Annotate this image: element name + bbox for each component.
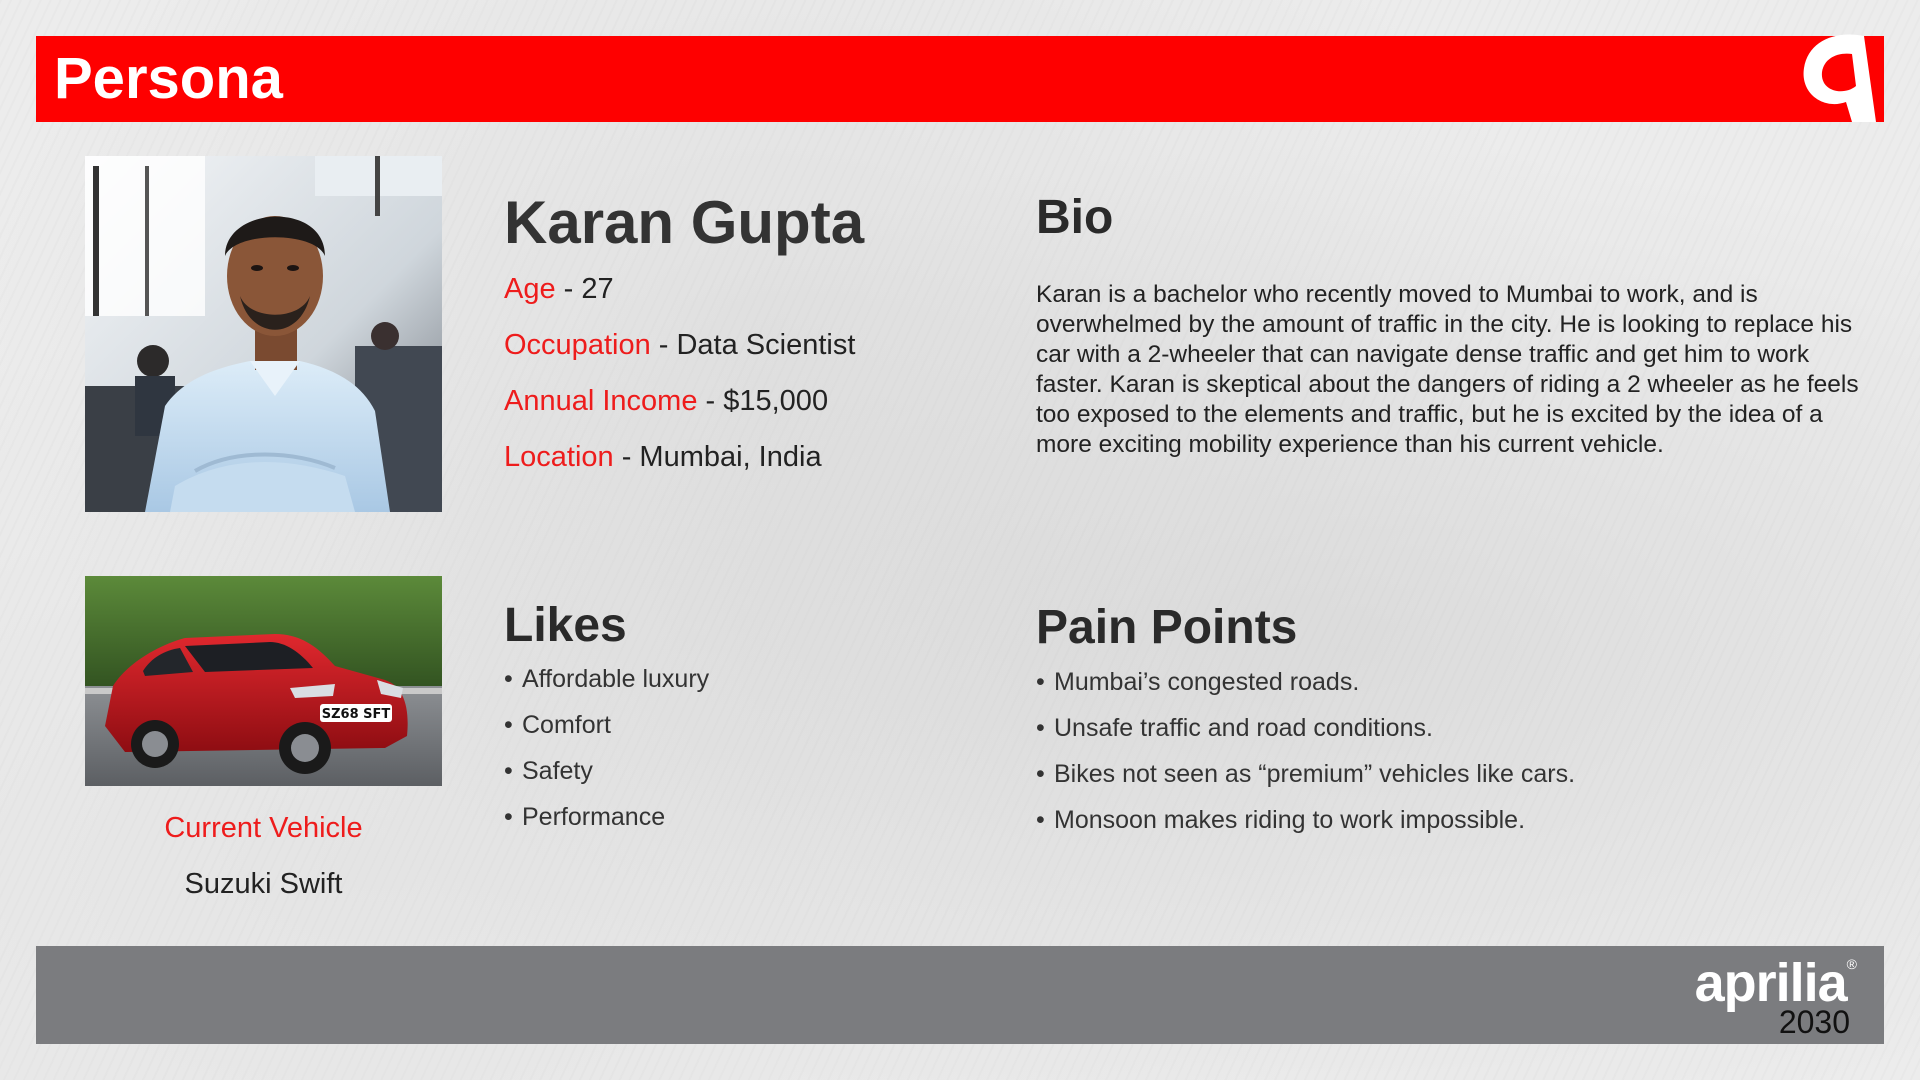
aprilia-a-logo-icon [1794,28,1878,122]
fact-key: Location [504,441,614,473]
fact-value: - $15,000 [697,385,829,417]
fact-key: Occupation [504,329,651,361]
fact-value: - Mumbai, India [613,441,822,473]
fact-annual-income [504,384,855,440]
list-item-text: Performance [522,803,666,831]
list-item: • Performance [504,803,666,831]
list-item-text: Monsoon makes riding to work impossible. [1054,806,1526,834]
list-item-text: Mumbai’s congested roads. [1054,668,1360,696]
fact-key: Annual Income [504,385,698,417]
list-item: • Safety [504,757,593,785]
likes-list [504,664,709,848]
fact-age [504,272,855,328]
list-item: • Mumbai’s congested roads. [1036,668,1360,696]
car-photo [85,576,442,786]
list-item: • Monsoon makes riding to work impossible. [1036,806,1526,834]
current-vehicle-name: Suzuki Swift [184,868,343,900]
license-plate: SZ68 SFT [321,707,391,722]
registered-mark: ® [1846,956,1856,972]
list-item: • Affordable luxury [504,665,710,693]
fact-value: - Data Scientist [650,329,856,361]
list-item-text: Bikes not seen as “premium” vehicles like cars. [1054,760,1576,788]
list-item: • Unsafe traffic and road conditions. [1036,714,1433,742]
fact-location [504,440,855,496]
persona-photo [85,156,442,512]
fact-value: - 27 [555,273,614,305]
pain-points-heading: Pain Points [1036,601,1298,654]
footer-bar [36,946,1884,1044]
header-bar [36,36,1884,122]
footer-year: 2030 [1778,1004,1850,1040]
list-item-text: Affordable luxury [522,665,710,693]
bio-heading: Bio [1036,191,1114,244]
likes-heading: Likes [504,599,627,652]
fact-occupation [504,328,855,384]
fact-key: Age [504,273,556,305]
brand-text: aprilia [1694,953,1847,1013]
bio-text: Karan is a bachelor who recently moved to Mumbai to work, and is overwhelmed by the amount of traffic in the city. He is looking to replace his car with a 2-wheeler that can navigate dense traffic and get him to work faster. Karan is skeptical about the dangers of riding a 2 wheeler as he feels too exposed to the elements and traffic, but he is excited by the idea of a more exciting mobility experience than his current vehicle. [1036,281,1859,458]
list-item-text: Safety [522,757,593,785]
list-item-text: Unsafe traffic and road conditions. [1054,714,1433,742]
page-title: Persona [54,46,283,111]
pain-points-list [1036,667,1575,851]
persona-facts [504,272,855,496]
list-item: • Bikes not seen as “premium” vehicles like cars. [1036,760,1576,788]
list-item: • Comfort [504,711,611,739]
persona-name: Karan Gupta [504,189,865,256]
list-item-text: Comfort [522,711,611,739]
current-vehicle-label: Current Vehicle [164,812,363,844]
